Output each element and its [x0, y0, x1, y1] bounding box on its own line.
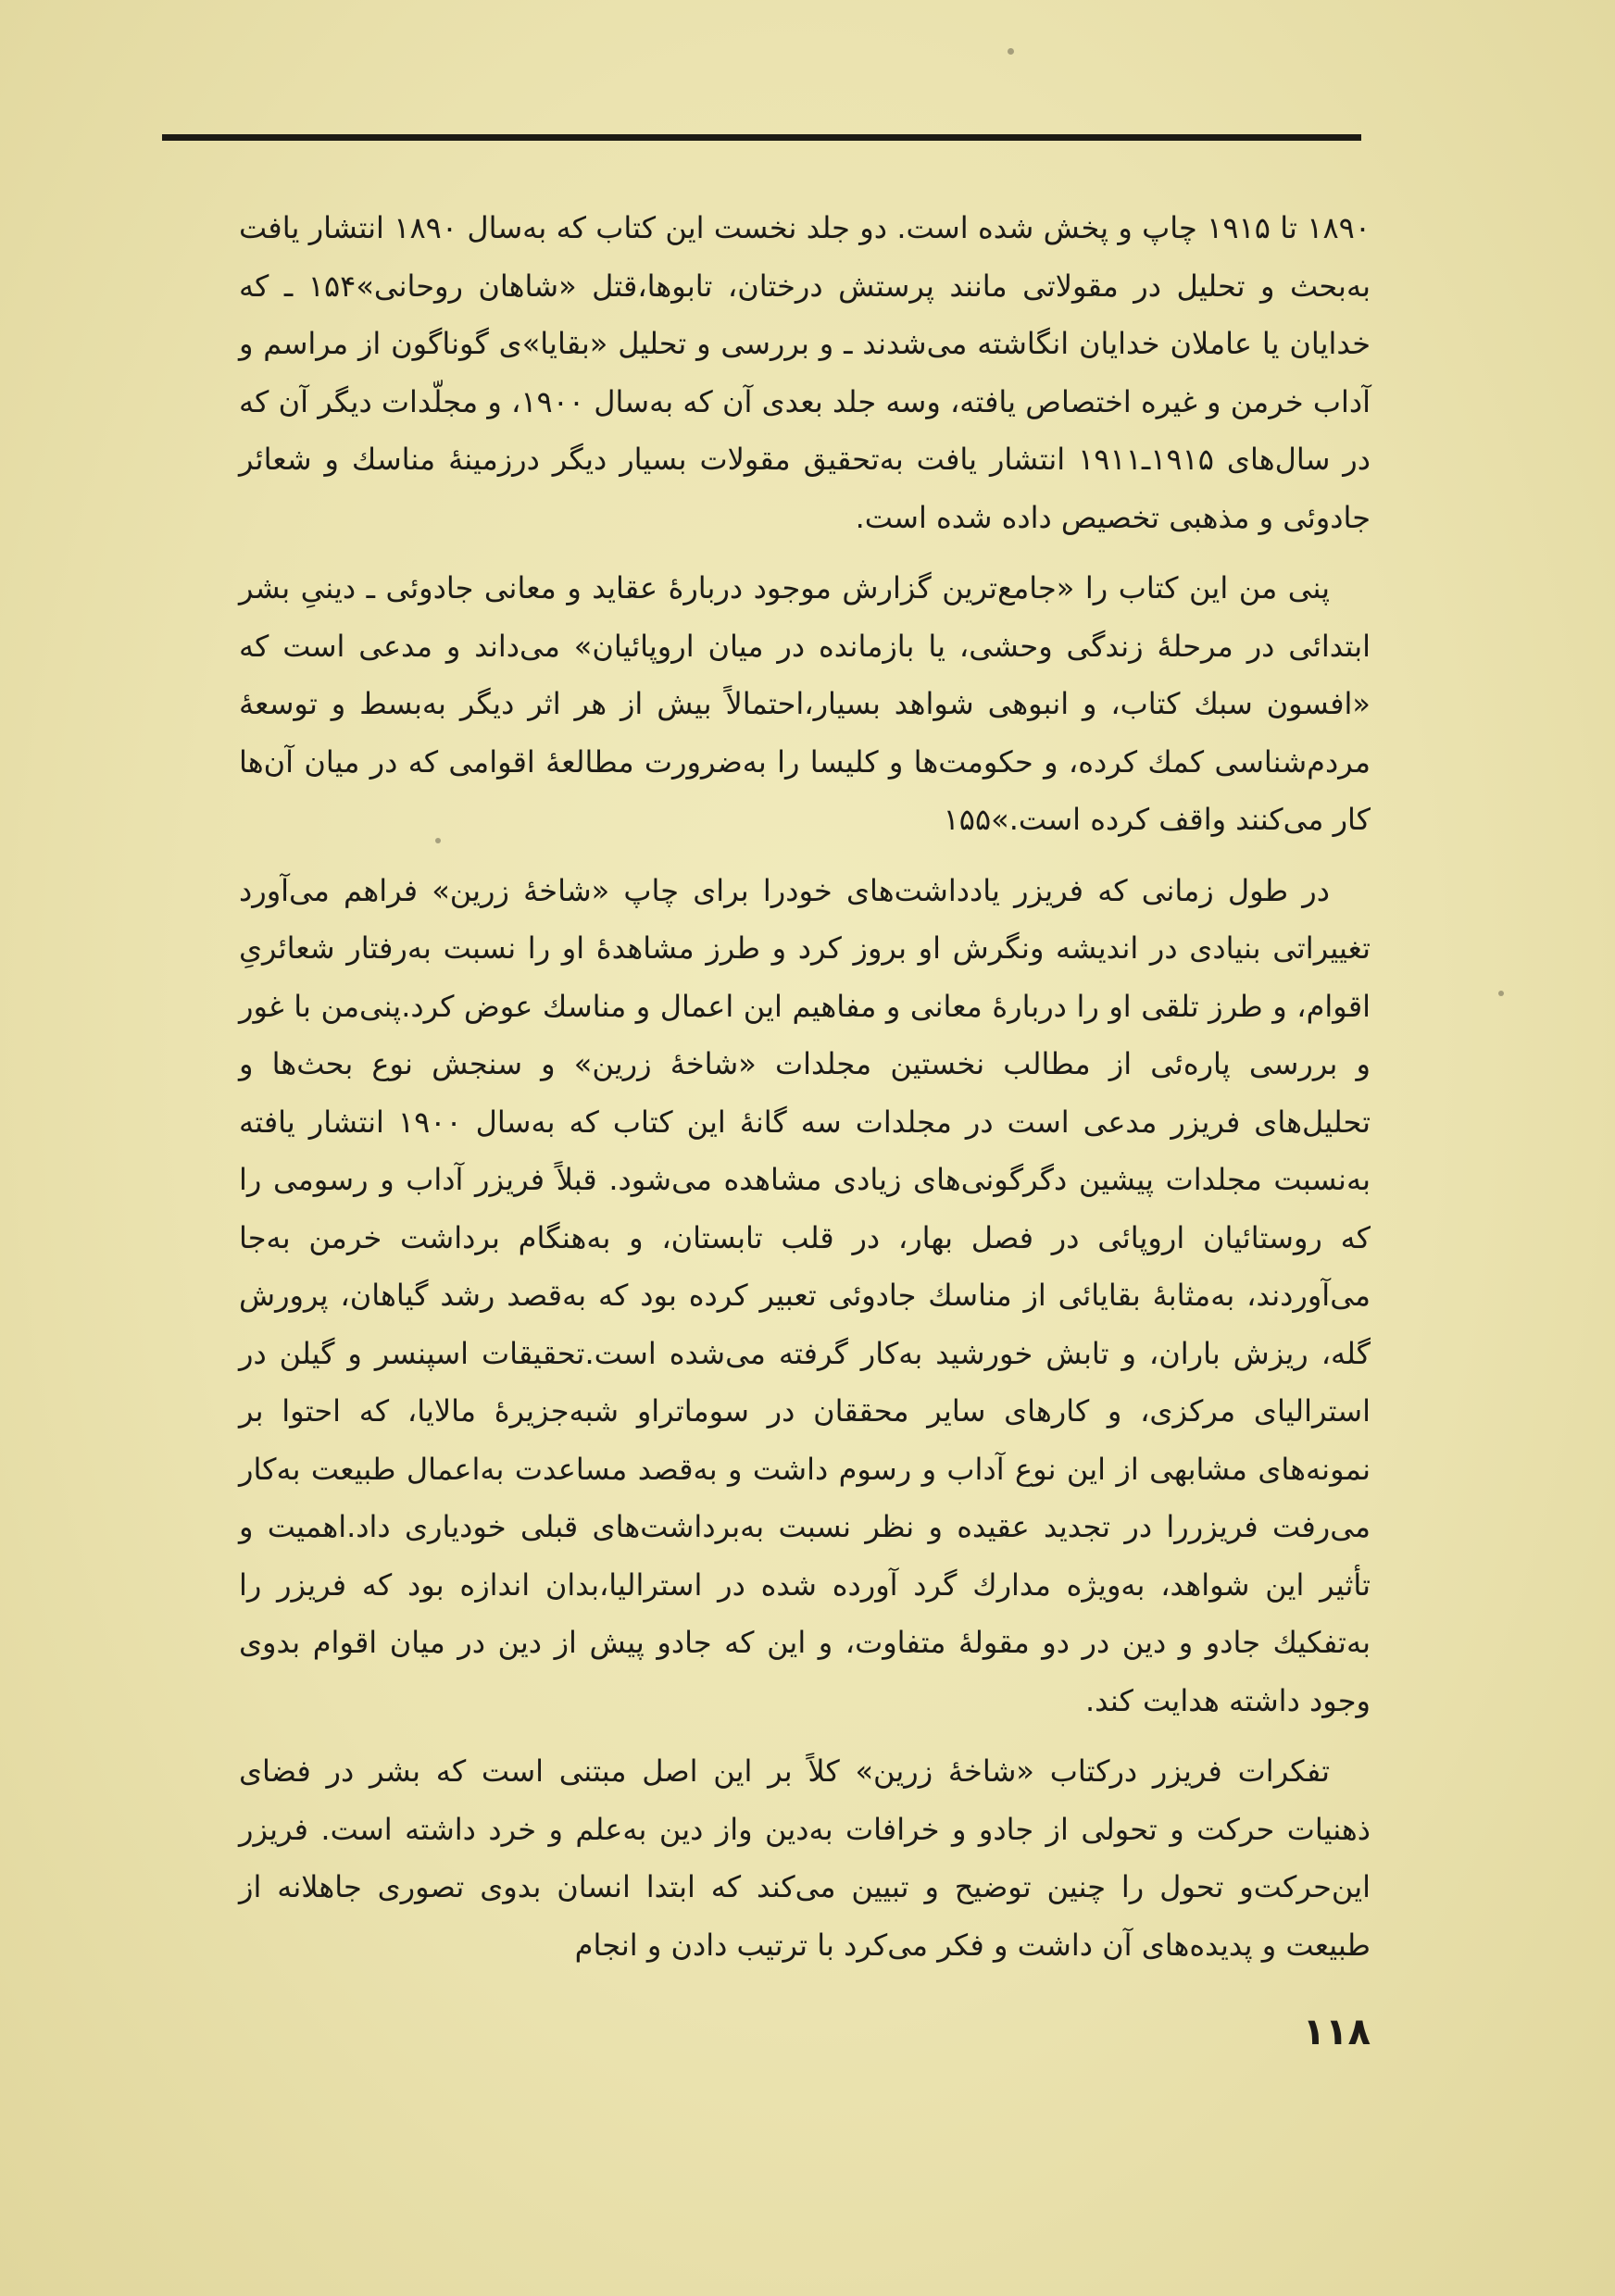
page-number: ۱۱۸ [1302, 2011, 1371, 2053]
paragraph: تفکرات فریزر درکتاب «شاخهٔ زرین» کلاً بر این اصل مبتنی است که بشر در فضای ذهنیات حرکت و تحولی از جادو و خرافات به‌دین واز دین به‌علم و خرد داشته است. فریزر این‌حرکت‌و تحول را چنین توضیح و تبیین می‌کند که ابتدا انسان بدوی تصوری جاهلانه از طبیعت و پدیده‌های آن داشت و فکر می‌کرد با ترتیب دادن و انجام [239, 1753, 1371, 1963]
body-text [239, 199, 1371, 1987]
header-rule [162, 134, 1361, 141]
paragraph: در طول زمانی که فریزر یادداشت‌های خودرا برای چاپ «شاخهٔ زرین» فراهم می‌آورد تغییراتی بنیادی در اندیشه ونگرش او بروز کرد و طرز مشاهدهٔ او را نسبت به‌رفتار شعائریِ اقوام، و طرز تلقی او را دربارهٔ معانی و مفاهیم این اعمال و مناسك عوض کرد.پنی‌من با غور و بررسی پاره‌ئی از مطالب نخستین مجلدات «شاخهٔ زرین» و سنجش نوع بحث‌ها و تحلیل‌های فریزر مدعی است در مجلدات سه گانهٔ این کتاب که به‌سال ۱۹۰۰ انتشار یافته به‌نسبت مجلدات پیشین دگرگونی‌های زیادی مشاهده می‌شود. قبلاً فریزر آداب و رسومی را که روستائیان اروپائی در فصل بهار، در قلب تابستان، و به‌هنگام برداشت خرمن به‌جا می‌آوردند، به‌مثابهٔ بقایائی از مناسك جادوئی تعبیر کرده بود که به‌قصد رشد گیاهان، پرورش گله، ریزش باران، و تابش خورشید به‌کار گرفته می‌شده است.تحقیقات اسپنسر و گیلن در استرالیای مرکزی، و کارهای سایر محققان در سوماتراو شبه‌جزیرهٔ مالایا، که احتوا بر نمونه‌های مشابهی از این نوع آداب و رسوم داشت و به‌قصد مساعدت به‌اعمال طبیعت به‌کار می‌رفت فریزررا در تجدید عقیده و نظر نسبت به‌برداشت‌های قبلی خودیاری داد.اهمیت و تأثیر این شواهد، به‌ویژه مدارك گرد آورده شده در استرالیا،بدان اندازه بود که فریزر را به‌تفکیك جادو و دین در دو مقولهٔ متفاوت، و این که جادو پیش از دین در میان اقوام بدوی وجود داشته هدایت کند. [239, 872, 1371, 1718]
paper-speck [1008, 48, 1014, 55]
paragraph: پنی من این کتاب را «جامع‌ترین گزارش موجود دربارهٔ عقاید و معانی جادوئی ـ دینیِ بشر ابتدائی در مرحلهٔ زندگی وحشی، یا بازمانده در میان اروپائیان» می‌داند و مدعی است که «افسون سبك کتاب، و انبوهی شواهد بسیار،احتمالاً بیش از هر اثر دیگر به‌بسط و توسعهٔ مردم‌شناسی کمك کرده، و حکومت‌ها و کلیسا را به‌ضرورت مطالعهٔ اقوامی که در میان آن‌ها کار می‌کنند واقف کرده است.»۱۵۵ [239, 570, 1371, 837]
paper-speck [1498, 991, 1504, 996]
paragraph: ۱۸۹۰ تا ۱۹۱۵ چاپ و پخش شده است. دو جلد نخست این کتاب که به‌سال ۱۸۹۰ انتشار یافت به‌بحث و تحلیل در مقولاتی مانند پرستش درختان، تابوها،قتل «شاهان روحانی»۱۵۴ ـ که خدایان یا عاملان خدایان انگاشته می‌شدند ـ و بررسی و تحلیل «بقایا»ی گوناگون از مراسم و آداب خرمن و غیره اختصاص یافته، وسه جلد بعدی آن که به‌سال ۱۹۰۰، و مجلّدات دیگر آن که در سال‌های ۱۹۱۵ـ۱۹۱۱ انتشار یافت به‌تحقیق مقولات بسیار دیگر درزمینهٔ مناسك و شعائر جادوئی و مذهبی تخصیص داده شده است. [239, 210, 1371, 535]
